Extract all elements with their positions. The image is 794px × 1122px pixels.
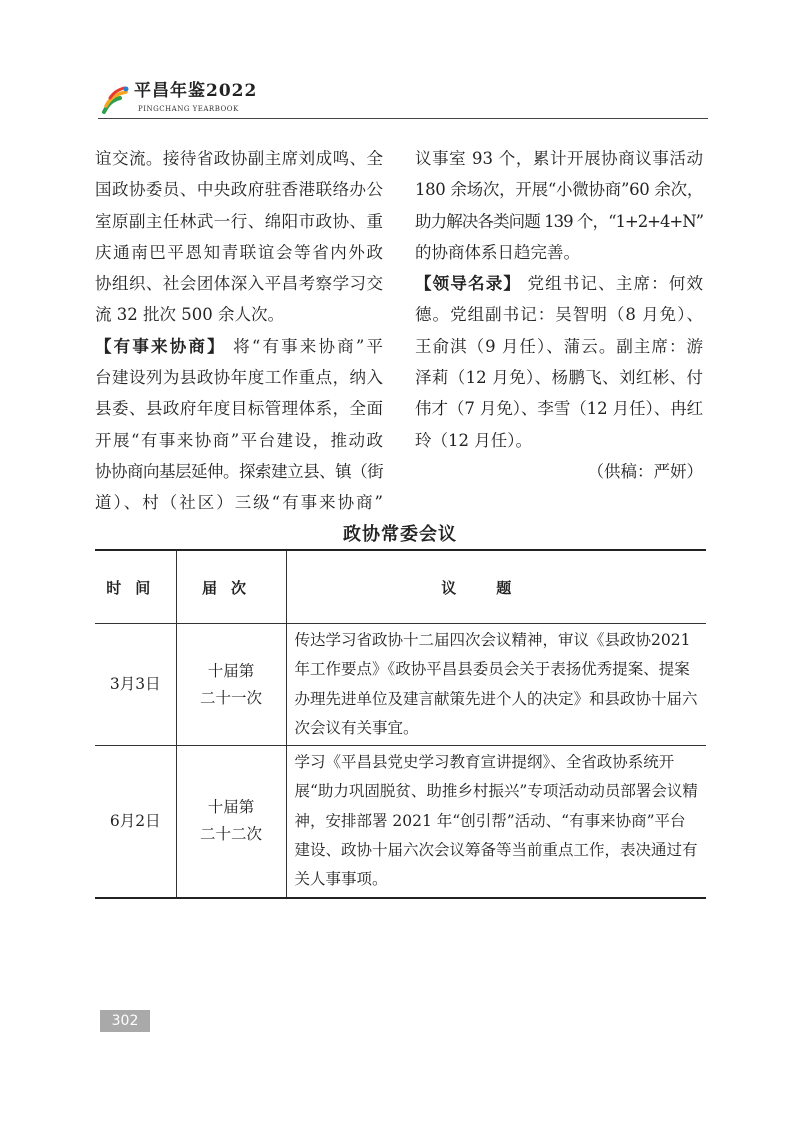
- text-line: 协协商向基层延伸。探索建立县、镇（街: [95, 461, 383, 481]
- text-line: 室原副主任林武一行、绵阳市政协、重: [95, 211, 383, 231]
- page-number: 302: [100, 1010, 150, 1032]
- section-first-line: [95, 331, 383, 362]
- text-line: 助力解决各类问题 139 个，“1+2+4+N”: [415, 211, 703, 231]
- text-fragment: 将“有事来协商”平: [233, 336, 384, 356]
- text-line: 道）、村（社区）三级“有事来协商”: [95, 493, 383, 513]
- text-line: 开展“有事来协商”平台建设，推动政: [95, 430, 383, 450]
- text-line: 王俞淇（9 月任）、蒲云。副主席：游: [415, 336, 703, 356]
- cell-topic: 传达学习省政协十二届四次会议精神，审议《县政协2021 年工作要点》《政协平昌县委员会关于表扬优秀提案、提案办理先进单位及建言献策先进个人的决定》和县政协十届六次会议有关事宜。: [286, 624, 706, 746]
- table-header-row: [95, 550, 706, 624]
- right-column: [415, 143, 703, 487]
- text-line: 国政协委员、中央政府驻香港联络办公: [95, 180, 383, 200]
- text-line: 泽莉（12 月免）、杨鹏飞、刘红彬、付: [415, 368, 703, 388]
- column-header-date: 时间: [95, 550, 176, 624]
- session-line: 二十一次: [199, 688, 262, 707]
- text-line: 谊交流。接待省政协副主席刘成鸣、全: [95, 149, 383, 168]
- section-heading: 【有事来协商】: [95, 336, 226, 356]
- text-line: 县委、县政府年度目标管理体系，全面: [95, 399, 383, 419]
- cell-date: 6月2日: [95, 746, 176, 898]
- table-row: [95, 624, 706, 746]
- credit-line: （供稿：严妍）: [587, 461, 703, 481]
- cell-session: [176, 746, 286, 898]
- column-header-topic: 议题: [286, 550, 706, 624]
- column-header-session: 届次: [176, 550, 286, 624]
- cell-topic: 学习《平昌县党史学习教育宣讲提纲》、全省政协系统开展“助力巩固脱贫、助推乡村振兴”专项活动动员部署会议精神，安排部署 2021 年“创引帮”活动、“有事来协商”平台建设、政协十届六次会议筹备等当前重点工作，表决通过有关人事事项。: [286, 746, 706, 898]
- table-row: [95, 746, 706, 898]
- text-line: 庆通南巴平恩知青联谊会等省内外政: [95, 242, 383, 262]
- table-title: 政协常委会议: [343, 524, 457, 545]
- text-line: 伟才（7 月免）、李雪（12 月任）、冉红: [415, 399, 703, 419]
- text-line: 流 32 批次 500 余人次。: [95, 305, 284, 325]
- meetings-table: [95, 549, 706, 899]
- cell-session: [176, 624, 286, 746]
- text-line: 的协商体系日趋完善。: [415, 242, 580, 262]
- left-column: [95, 143, 383, 519]
- yearbook-title: 平昌年鉴2022: [134, 81, 258, 101]
- text-fragment: 党组书记、主席：何效: [527, 274, 703, 294]
- text-line: 协组织、社会团体深入平昌考察学习交: [95, 274, 383, 294]
- text-line: 180 余场次，开展“小微协商”60 余次，: [415, 180, 703, 200]
- text-line: 议事室 93 个，累计开展协商议事活动: [415, 149, 703, 168]
- session-line: 十届第: [207, 798, 255, 817]
- session-line: 十届第: [207, 661, 255, 680]
- section-first-line: [415, 268, 703, 299]
- section-heading: 【领导名录】: [415, 274, 522, 294]
- yearbook-subtitle: PINGCHANG YEARBOOK: [138, 105, 239, 113]
- session-line: 二十二次: [199, 825, 262, 844]
- text-line: 台建设列为县政协年度工作重点，纳入: [95, 368, 383, 388]
- running-header: [98, 80, 708, 119]
- yearbook-logo-icon: [100, 84, 130, 116]
- cell-date: 3月3日: [95, 624, 176, 746]
- text-line: 玲（12 月任）。: [415, 430, 532, 450]
- text-line: 德。党组副书记：吴智明（8 月免）、: [415, 305, 703, 325]
